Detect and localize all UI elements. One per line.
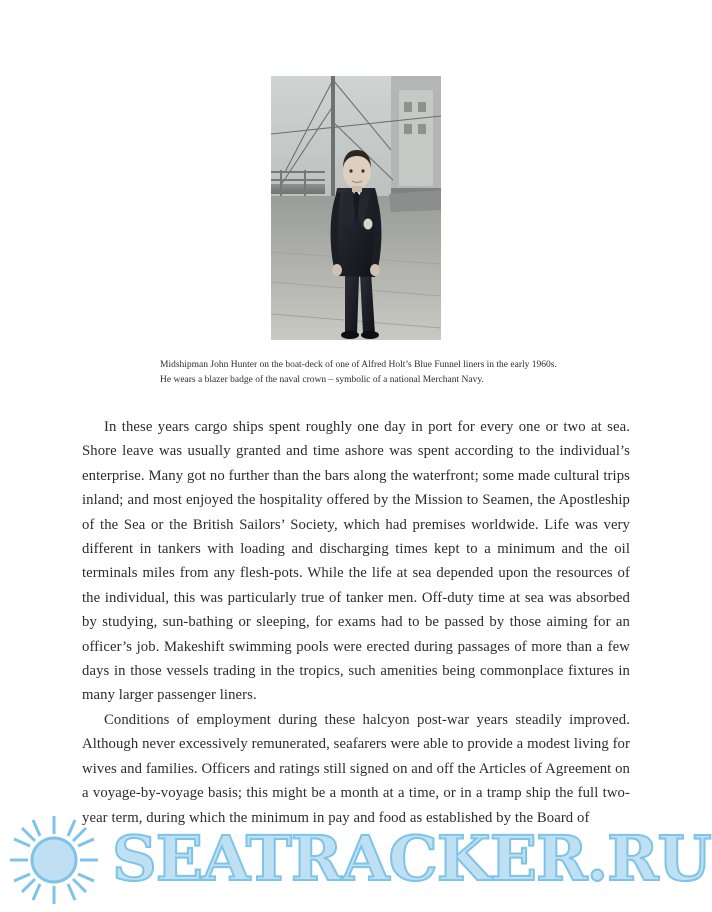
midshipman-photograph [271, 76, 441, 340]
paragraph-1: In these years cargo ships spent roughly one day in port for every one or two at sea. Shore leave was usually granted and time ashore was spent according to the individual’s enterprise. Many got no further than the bars along the waterfront; some made cultural trips inland; and most enjoyed the hospitality offered by the Mission to Seamen, the Apostleship of the Sea or the British Sailors’ Society, which had premises worldwide. Life was very different in tankers with loading and discharging times kept to a minimum and the oil terminals miles from any flesh-pots. While the life at sea depended upon the resources of the individual, this was particularly true of tanker men. Off-duty time at sea was absorbed by studying, sun-bathing or sleeping, for exams had to be passed by those aiming for an officer’s job. Makeshift swimming pools were erected during passages of more than a few days in those vessels trading in the tropics, such amenities being commonplace fixtures in many larger passenger liners. [82, 419, 630, 704]
figure-caption: Midshipman John Hunter on the boat-deck of one of Alfred Holt’s Blue Funnel liners in the early 1960s. He wears a blazer badge of the naval crown – symbolic of a national Merchant Navy. [160, 360, 557, 385]
body-text [82, 415, 630, 830]
figure-container [271, 76, 441, 340]
watermark-text: SEATRACKER.RU [112, 822, 711, 895]
paragraph-2: Conditions of employment during these halcyon post-war years steadily improved. Although never excessively remunerated, seafarers were able to provide a modest living for wives and families. Officers and ratings still signed on and off the Articles of Agreement on a voyage-by-voyage basis; this might be a month at a time, or in a tramp ship the full two-year term, during which the minimum in pay and food as established by the Board of [82, 711, 630, 826]
